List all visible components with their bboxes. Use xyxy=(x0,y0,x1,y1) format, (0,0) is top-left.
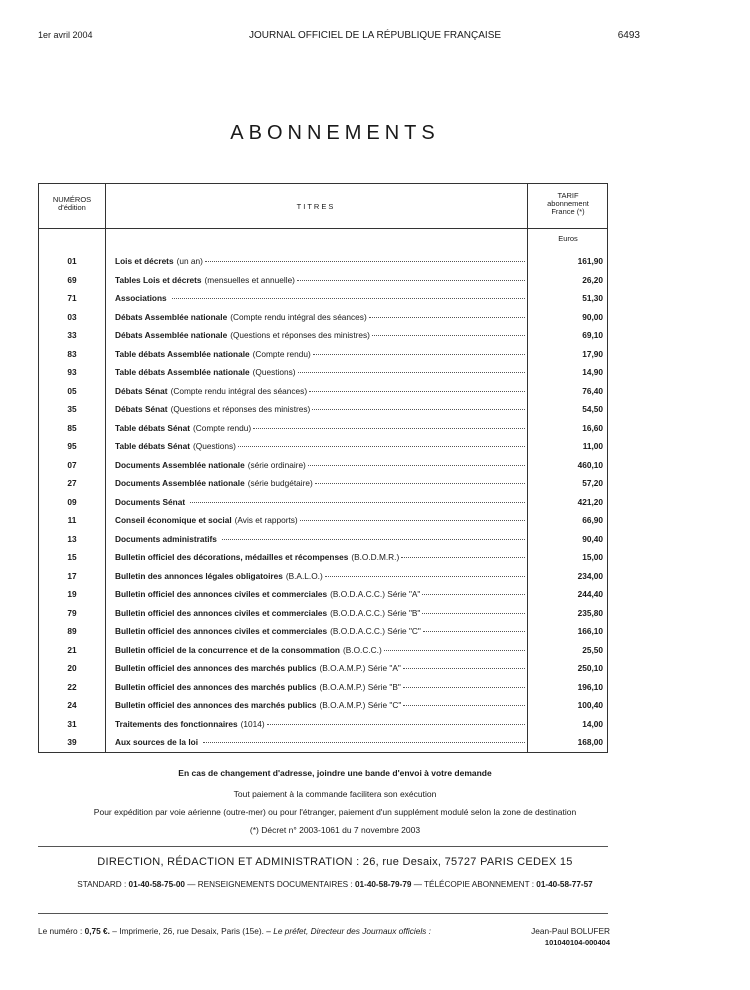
title-bold: Bulletin officiel des décorations, médailles et récompenses xyxy=(115,552,349,562)
column-header-tarif xyxy=(527,192,609,216)
title-detail: (mensuelles et annuelle) xyxy=(204,274,295,285)
table-row xyxy=(39,365,607,384)
title-detail: (Compte rendu) xyxy=(193,422,252,433)
table-row xyxy=(39,402,607,421)
table-row xyxy=(39,587,607,606)
dot-leader xyxy=(325,576,525,577)
title-bold: Documents administratifs xyxy=(115,533,217,544)
edition-number: 85 xyxy=(67,422,77,433)
price: 51,30 xyxy=(582,293,603,303)
title-bold: Table débats Assemblée nationale xyxy=(115,348,250,359)
title-cell xyxy=(115,515,525,525)
edition-number: 27 xyxy=(67,478,77,488)
edition-number: 21 xyxy=(67,644,77,655)
renseignements-label: — RENSEIGNEMENTS DOCUMENTAIRES : xyxy=(187,880,353,889)
title-cell xyxy=(115,330,525,340)
print-code: 101040104-000404 xyxy=(544,938,610,947)
edition-number: 19 xyxy=(67,589,77,599)
title-cell xyxy=(115,719,525,729)
title-cell xyxy=(115,682,525,692)
table-row xyxy=(39,291,607,310)
table-row xyxy=(39,643,607,662)
edition-number: 09 xyxy=(67,496,77,507)
edition-number: 03 xyxy=(67,311,77,322)
title-detail: (Questions) xyxy=(252,367,296,377)
price: 161,90 xyxy=(577,256,603,266)
title-cell xyxy=(115,737,525,747)
dot-leader xyxy=(253,428,525,429)
table-row xyxy=(39,254,607,273)
title-bold: Table débats Sénat xyxy=(115,422,190,433)
change-address-note: En cas de changement d'adresse, joindre une bande d'envoi à votre demande xyxy=(178,768,492,778)
dot-leader xyxy=(312,409,525,410)
currency-label: Euros xyxy=(558,234,578,243)
contact-line xyxy=(0,880,670,889)
table-row xyxy=(39,661,607,680)
table-row xyxy=(39,439,607,458)
table-row xyxy=(39,310,607,329)
edition-number: 01 xyxy=(67,256,77,266)
title-cell xyxy=(115,700,525,710)
table-row xyxy=(39,384,607,403)
table-row xyxy=(39,717,607,736)
title-bold: Table débats Assemblée nationale xyxy=(115,367,250,377)
title-cell xyxy=(115,386,525,396)
price: 166,10 xyxy=(577,626,603,636)
edition-number: 11 xyxy=(67,515,77,525)
table-row xyxy=(39,550,607,569)
title-detail: (Compte rendu intégral des séances) xyxy=(230,311,367,322)
title-detail: (Compte rendu) xyxy=(252,348,311,359)
edition-number: 93 xyxy=(67,367,77,377)
decree-note: (*) Décret n° 2003-1061 du 7 novembre 2003 xyxy=(249,825,421,835)
dot-leader xyxy=(403,705,525,706)
dot-leader xyxy=(190,502,525,503)
prefet-text: – Le préfet, Directeur des Journaux officiels : xyxy=(266,926,431,936)
numero-price: 0,75 €. xyxy=(84,926,110,936)
title-cell xyxy=(115,275,525,285)
dot-leader xyxy=(423,631,525,632)
edition-number: 31 xyxy=(67,718,77,729)
imprimerie-text: – Imprimerie, 26, rue Desaix, Paris (15e). xyxy=(112,926,264,936)
table-row xyxy=(39,532,607,551)
title-bold: Bulletin officiel des annonces civiles et commerciales xyxy=(115,607,328,618)
table-row xyxy=(39,476,607,495)
table-row xyxy=(39,347,607,366)
title-cell xyxy=(115,478,525,488)
price: 54,50 xyxy=(582,404,603,414)
header-date: 1er avril 2004 xyxy=(38,30,93,40)
title-cell xyxy=(115,460,525,470)
title-cell xyxy=(115,367,525,377)
standard-phone: 01-40-58-75-00 xyxy=(128,880,185,889)
dot-leader xyxy=(313,354,525,355)
title-cell xyxy=(115,645,525,655)
header-page-number: 6493 xyxy=(617,30,640,41)
air-mail-note: Pour expédition par voie aérienne (outre-mer) ou pour l'étranger, paiement d'un supplément modulé selon la zone de destination xyxy=(93,807,577,817)
title-bold: Débats Assemblée nationale xyxy=(115,311,228,322)
footer-line xyxy=(38,926,610,936)
dot-leader xyxy=(308,465,525,466)
edition-number: 24 xyxy=(67,700,77,710)
table-row xyxy=(39,328,607,347)
edition-number: 95 xyxy=(67,441,77,451)
price: 25,50 xyxy=(582,644,603,655)
table-row xyxy=(39,624,607,643)
director-name: Jean-Paul BOLUFER xyxy=(531,926,610,936)
dot-leader xyxy=(403,687,525,688)
title-cell xyxy=(115,441,525,451)
table-row xyxy=(39,458,607,477)
dot-leader xyxy=(401,557,525,558)
price: 26,20 xyxy=(582,274,603,285)
title-detail: (B.O.D.M.R.) xyxy=(351,552,400,562)
edition-number: 20 xyxy=(67,663,77,673)
title-bold: Bulletin officiel des annonces des marchés publics xyxy=(115,700,317,710)
title-bold: Lois et décrets xyxy=(115,256,174,266)
title-bold: Débats Assemblée nationale xyxy=(115,330,228,340)
numero-label: Le numéro : xyxy=(38,926,83,936)
edition-number: 35 xyxy=(67,404,77,414)
title-bold: Aux sources de la loi xyxy=(115,737,198,747)
title-cell xyxy=(115,423,525,433)
title-detail: (Questions) xyxy=(193,441,236,451)
direction-address: DIRECTION, RÉDACTION ET ADMINISTRATION : 26, rue Desaix, 75727 PARIS CEDEX 15 xyxy=(97,856,573,868)
title-bold: Bulletin des annonces légales obligatoires xyxy=(115,570,283,581)
edition-number: 71 xyxy=(67,293,77,303)
title-cell xyxy=(115,534,525,544)
dot-leader xyxy=(300,520,525,521)
dot-leader xyxy=(298,372,525,373)
title-detail: (Questions et réponses des ministres) xyxy=(230,330,370,340)
header-journal-title: JOURNAL OFFICIEL DE LA RÉPUBLIQUE FRANÇAISE xyxy=(248,30,502,41)
edition-number: 39 xyxy=(67,737,77,747)
edition-number: 13 xyxy=(67,533,77,544)
table-row xyxy=(39,698,607,717)
price: 235,80 xyxy=(577,607,603,618)
price: 421,20 xyxy=(577,496,603,507)
price: 76,40 xyxy=(582,385,603,396)
title-detail: (Compte rendu intégral des séances) xyxy=(170,385,308,396)
table-row xyxy=(39,735,607,754)
dot-leader xyxy=(203,742,525,743)
table-row xyxy=(39,680,607,699)
title-bold: Bulletin officiel de la concurrence et de la consommation xyxy=(115,644,340,655)
edition-number: 83 xyxy=(67,348,77,359)
column-header-numeros xyxy=(39,196,105,212)
dot-leader xyxy=(267,724,525,725)
title-detail: (B.O.D.A.C.C.) Série "C" xyxy=(330,626,421,636)
title-cell xyxy=(115,552,525,562)
telecopie-phone: 01-40-58-77-57 xyxy=(536,880,593,889)
title-detail: (Avis et rapports) xyxy=(234,515,298,525)
dot-leader xyxy=(205,261,525,262)
price: 168,00 xyxy=(577,737,603,747)
edition-number: 33 xyxy=(67,330,77,340)
title-bold: Associations xyxy=(115,293,167,303)
table-row xyxy=(39,273,607,292)
title-cell xyxy=(115,589,525,599)
title-detail: (1014) xyxy=(240,718,265,729)
title-detail: (B.O.A.M.P.) Série "C" xyxy=(319,700,402,710)
dot-leader xyxy=(422,594,525,595)
edition-number: 17 xyxy=(67,570,77,581)
dot-leader xyxy=(369,317,525,318)
title-cell xyxy=(115,256,525,266)
dot-leader xyxy=(315,483,525,484)
edition-number: 79 xyxy=(67,607,77,618)
title-cell xyxy=(115,404,525,414)
dot-leader xyxy=(384,650,525,651)
price: 69,10 xyxy=(582,330,603,340)
divider-rule xyxy=(38,846,608,847)
dot-leader xyxy=(422,613,525,614)
title-bold: Débats Sénat xyxy=(115,385,168,396)
renseignements-phone: 01-40-58-79-79 xyxy=(354,880,412,889)
column-header-titres: TITRES xyxy=(296,202,336,211)
page-title: ABONNEMENTS xyxy=(230,122,440,144)
edition-number: 89 xyxy=(67,626,77,636)
title-cell xyxy=(115,312,525,322)
title-cell xyxy=(115,349,525,359)
title-bold: Traitements des fonctionnaires xyxy=(115,718,238,729)
price: 57,20 xyxy=(582,478,603,488)
price: 66,90 xyxy=(582,515,603,525)
title-cell xyxy=(115,571,525,581)
title-detail: (B.O.D.A.C.C.) Série "A" xyxy=(330,589,421,599)
dot-leader xyxy=(309,391,525,392)
table-row xyxy=(39,513,607,532)
dot-leader xyxy=(372,335,525,336)
title-cell xyxy=(115,293,525,303)
table-row xyxy=(39,569,607,588)
title-bold: Bulletin officiel des annonces civiles et commerciales xyxy=(115,589,328,599)
price: 14,00 xyxy=(582,718,603,729)
table-row xyxy=(39,495,607,514)
title-bold: Documents Assemblée nationale xyxy=(115,478,245,488)
title-detail: (série budgétaire) xyxy=(247,478,313,488)
divider-rule xyxy=(38,913,608,914)
title-cell xyxy=(115,608,525,618)
dot-leader xyxy=(172,298,525,299)
title-bold: Bulletin officiel des annonces des marchés publics xyxy=(115,681,317,692)
table-rows xyxy=(39,254,607,754)
title-detail: (B.O.D.A.C.C.) Série "B" xyxy=(330,607,421,618)
column-header-tarif-text: TARIF abonnement France (*) xyxy=(547,191,589,216)
title-detail: (Questions et réponses des ministres) xyxy=(170,404,311,414)
table-row xyxy=(39,606,607,625)
title-bold: Table débats Sénat xyxy=(115,441,190,451)
table-row xyxy=(39,421,607,440)
title-detail: (B.O.A.M.P.) Série "A" xyxy=(319,663,401,673)
title-bold: Documents Sénat xyxy=(115,496,186,507)
price: 90,00 xyxy=(582,311,603,322)
telecopie-label: — TÉLÉCOPIE ABONNEMENT : xyxy=(413,880,534,889)
dot-leader xyxy=(297,280,525,281)
edition-number: 69 xyxy=(67,274,77,285)
price: 15,00 xyxy=(582,552,603,562)
title-detail: (B.A.L.O.) xyxy=(285,570,323,581)
standard-label: STANDARD : xyxy=(77,880,127,889)
header-divider xyxy=(39,228,607,229)
price: 16,60 xyxy=(582,422,603,433)
title-bold: Conseil économique et social xyxy=(115,515,232,525)
title-detail: (B.O.C.C.) xyxy=(343,644,382,655)
price: 460,10 xyxy=(577,459,603,470)
title-bold: Tables Lois et décrets xyxy=(115,274,202,285)
price: 17,90 xyxy=(582,348,603,359)
title-bold: Bulletin officiel des annonces des marchés publics xyxy=(115,663,317,673)
title-bold: Débats Sénat xyxy=(115,404,168,414)
subscriptions-table xyxy=(38,183,608,753)
price: 234,00 xyxy=(577,570,603,581)
title-cell xyxy=(115,626,525,636)
price: 14,90 xyxy=(582,367,603,377)
price: 90,40 xyxy=(582,533,603,544)
title-cell xyxy=(115,497,525,507)
edition-number: 07 xyxy=(67,459,77,470)
title-bold: Documents Assemblée nationale xyxy=(115,459,245,470)
payment-note: Tout paiement à la commande facilitera son exécution xyxy=(233,789,437,799)
price: 196,10 xyxy=(577,681,603,692)
title-detail: (un an) xyxy=(176,256,203,266)
dot-leader xyxy=(238,446,525,447)
price: 250,10 xyxy=(577,663,603,673)
dot-leader xyxy=(222,539,525,540)
edition-number: 05 xyxy=(67,385,77,396)
edition-number: 15 xyxy=(67,552,77,562)
price: 100,40 xyxy=(577,700,603,710)
title-bold: Bulletin officiel des annonces civiles et commerciales xyxy=(115,626,328,636)
column-header-numeros-text: NUMÉROS d'édition xyxy=(52,195,92,212)
title-cell xyxy=(115,663,525,673)
title-detail: (B.O.A.M.P.) Série "B" xyxy=(319,681,401,692)
price: 244,40 xyxy=(577,589,603,599)
price: 11,00 xyxy=(582,441,603,451)
title-detail: (série ordinaire) xyxy=(247,459,306,470)
dot-leader xyxy=(403,668,525,669)
edition-number: 22 xyxy=(67,681,77,692)
